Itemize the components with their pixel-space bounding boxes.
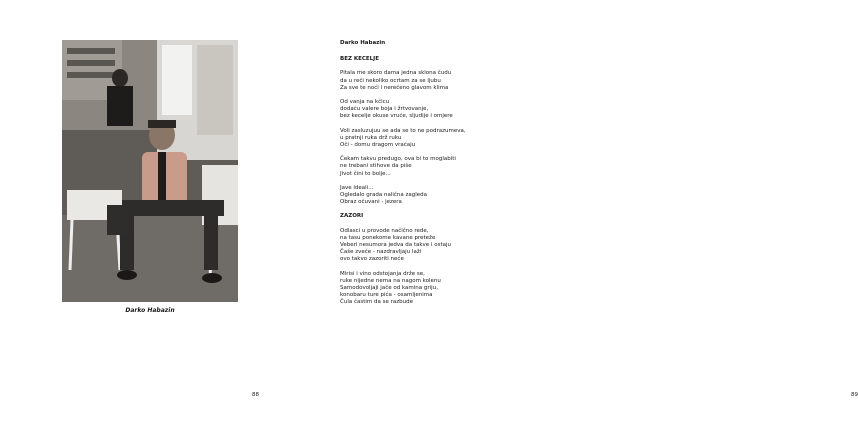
poem-line: Za sve te noći i nerečeno glavom klima: [340, 84, 449, 91]
poem-title-2: ZAZORI: [340, 213, 364, 220]
left-page: [0, 0, 300, 423]
photo-caption: Darko Habazin: [125, 307, 175, 314]
poem-1-body: [340, 70, 580, 206]
poem-line: Veberi nesumora jedva da takve i ostaju: [340, 242, 451, 249]
poem-title-1: BEZ KECELJE: [340, 56, 379, 63]
right-page: [300, 0, 858, 423]
poem-block: [340, 40, 580, 314]
poem-line: Obraz očuvani - jezera: [340, 199, 402, 206]
stanza: [340, 185, 580, 207]
poem-line: Mirisi i vino odstojanja drže se,: [340, 270, 425, 277]
page-number-right: 89: [851, 392, 858, 398]
poem-line: ovo takvo zazoriti neće: [340, 256, 404, 263]
poem-2-body: [340, 228, 580, 307]
poem-line: ruke nijedne nema na nagom kolenu: [340, 277, 441, 284]
poem-line: Pitala me skoro dama jedna sklona čudu: [340, 70, 452, 77]
poem-line: Jivot čini to bolje...: [340, 170, 391, 177]
poem-line: Čekam takvu predugo, ova bi to moglabiti: [340, 156, 456, 163]
poem-line: dodaću valere boja i žrtvovanje,: [340, 106, 429, 113]
poem-line: Ogledalo grada nalična zagleda: [340, 192, 428, 199]
poem-line: Voli zasluzujuu se ada se to ne podrazumeva,: [340, 127, 466, 134]
poem-line: Od vanja na kčicu: [340, 99, 390, 106]
poem-line: Oči - domu dragom vraćaju: [340, 142, 416, 149]
poem-line: Jave ideali...: [340, 184, 374, 191]
poem-line: bez kecelje okuse vruće, sljudije i omjere: [340, 113, 453, 120]
poem-line: konobaru ture pića - osamljenima: [340, 292, 433, 299]
stanza: [340, 271, 580, 307]
author-name: Darko Habazin: [340, 40, 386, 46]
poem-line: Odlasci u provode načično rede,: [340, 227, 429, 234]
poem-line: ne trebani stihove da piše: [340, 163, 412, 170]
poem-line: u pratnji ruka drž ruku: [340, 134, 402, 141]
page-number-left: 88: [252, 392, 259, 398]
stanza: [340, 156, 580, 178]
poem-line: na tasu ponekome kavane preteže: [340, 234, 436, 241]
poem-line: Čula častim da se razbude: [340, 299, 414, 306]
stanza: [340, 228, 580, 264]
stanza: [340, 99, 580, 121]
poem-line: Samodovoljaji jače od kamina griju,: [340, 285, 438, 292]
stanza: [340, 128, 580, 150]
poem-line: da u reči nekoliko ocrtam za se ljubu: [340, 77, 441, 84]
photo-illustration: [62, 40, 238, 302]
poem-line: Čaše zveče - nazdravljaju laži: [340, 249, 422, 256]
stanza: [340, 70, 580, 92]
author-photo: [62, 40, 238, 302]
